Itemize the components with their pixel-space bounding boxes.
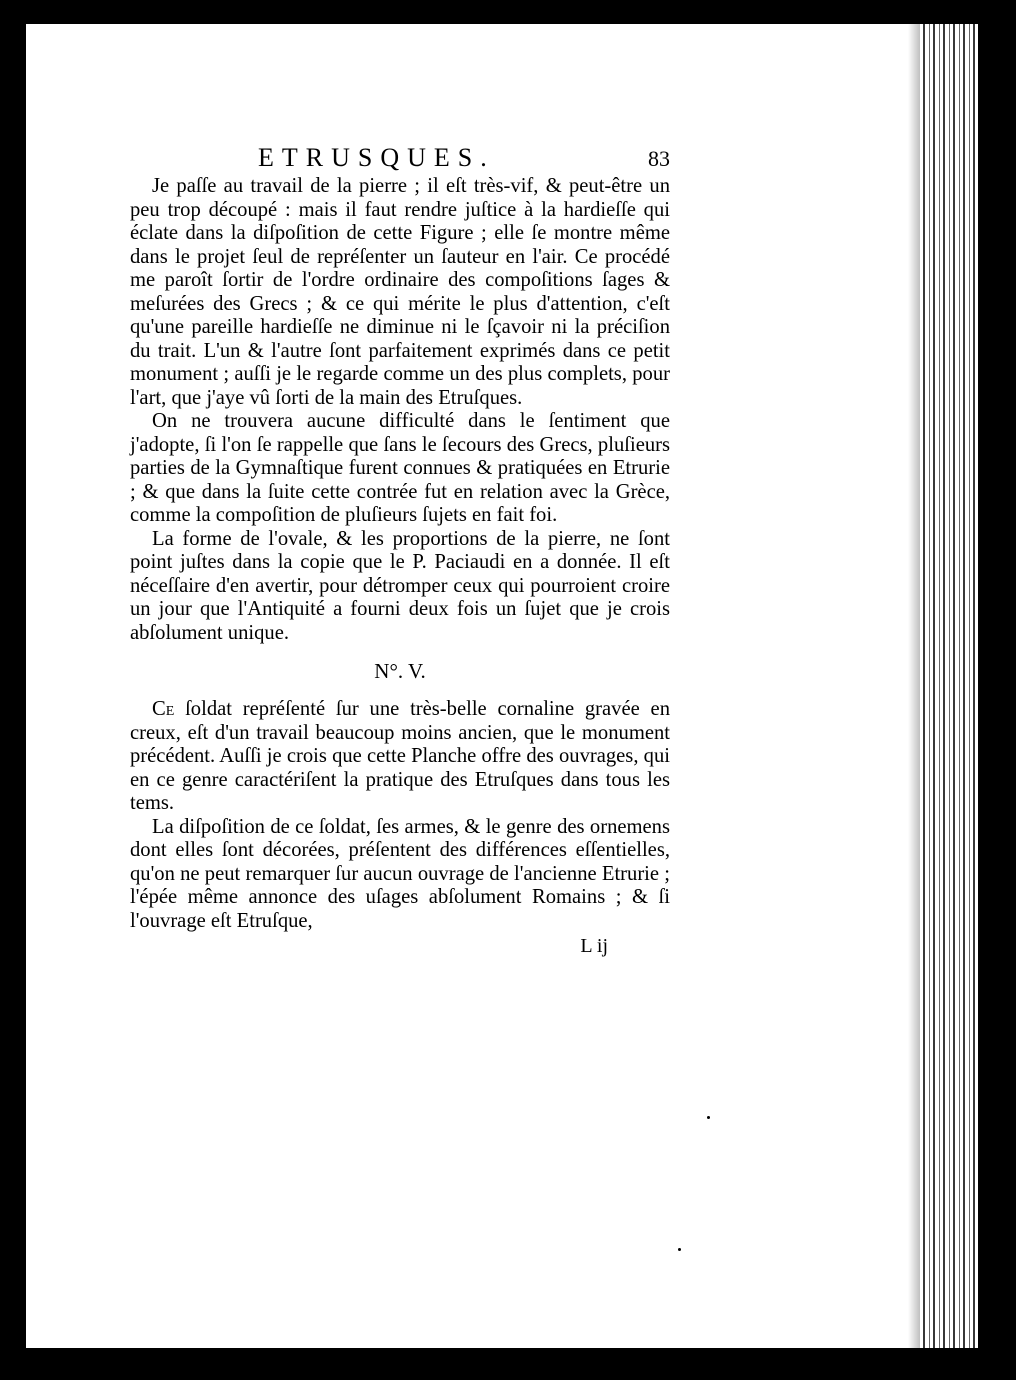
section-first-word: Ce [152,698,175,720]
paragraph: La diſpoſition de ce ſoldat, ſes armes, & le genre des ornemens dont elles ſont décorées, préſentent des différences eſſentielles, qu'on ne peut remarquer ſur aucun ouvrage de l'ancienne Etrurie ; l'épée même annonce des uſages abſolument Romains ; & ſi l'ouvrage eſt Etruſque, [130,815,670,932]
paragraph [130,698,670,816]
paragraph: Je paſſe au travail de la pierre ; il eſt très-vif, & peut-être un peu trop découpé : mais il faut rendre juſtice à la hardieſſe qui éclate dans la diſpoſition de cette Figure ; elle ſe montre même dans le projet ſeul de repréſenter un ſauteur en l'air. Ce procédé me paroît ſortir de l'ordre ordinaire des compoſitions ſages & meſurées des Grecs ; & ce qui mérite le plus d'attention, c'eſt qu'une pareille hardieſſe ne diminue ni le ſçavoir ni la préciſion du trait. L'un & l'autre ſont parfaitement exprimés dans ce petit monument ; auſſi je le regarde comme un des plus complets, pour l'art, que j'aye vû ſorti de la main des Etruſques. [130,175,670,409]
paragraph-text: ſoldat repréſenté ſur une très-belle cornaline gravée en creux, eſt d'un travail beaucoup moins ancien, que le monument précédent. Auſſi je crois que cette Planche offre des ouvrages, qui en ce genre caractériſent la pratique des Etruſques dans tous les tems. [130,698,670,814]
page-edge [920,24,978,1348]
page [26,24,978,1348]
scan-speck [678,1248,681,1251]
page-edge-shadow [908,24,920,1348]
paragraph: On ne trouvera aucune difficulté dans le ſentiment que j'adopte, ſi l'on ſe rappelle que ſans le ſecours des Grecs, pluſieurs parties de la Gymnaſtique furent connues & pratiquées en Etrurie ; & que dans la ſuite cette contrée fut en relation avec la Grèce, comme la compoſition de pluſieurs ſujets en fait foi. [130,410,670,526]
scan-speck [707,1116,710,1119]
running-title: ETRUSQUES. [258,143,495,172]
page-header [130,143,670,173]
signature-mark: L ij [580,935,608,957]
text-block [130,143,670,958]
paragraph: La forme de l'ovale, & les proportions de la pierre, ne ſont point juſtes dans la copie que le P. Paciaudi en a donnée. Il eſt néceſſaire d'en avertir, pour détromper ceux qui pourroient croire un jour que l'Antiquité a fourni deux fois un ſujet que je crois abſolument unique. [130,527,670,644]
section-heading: N°. V. [374,659,426,683]
page-number: 83 [648,146,670,171]
